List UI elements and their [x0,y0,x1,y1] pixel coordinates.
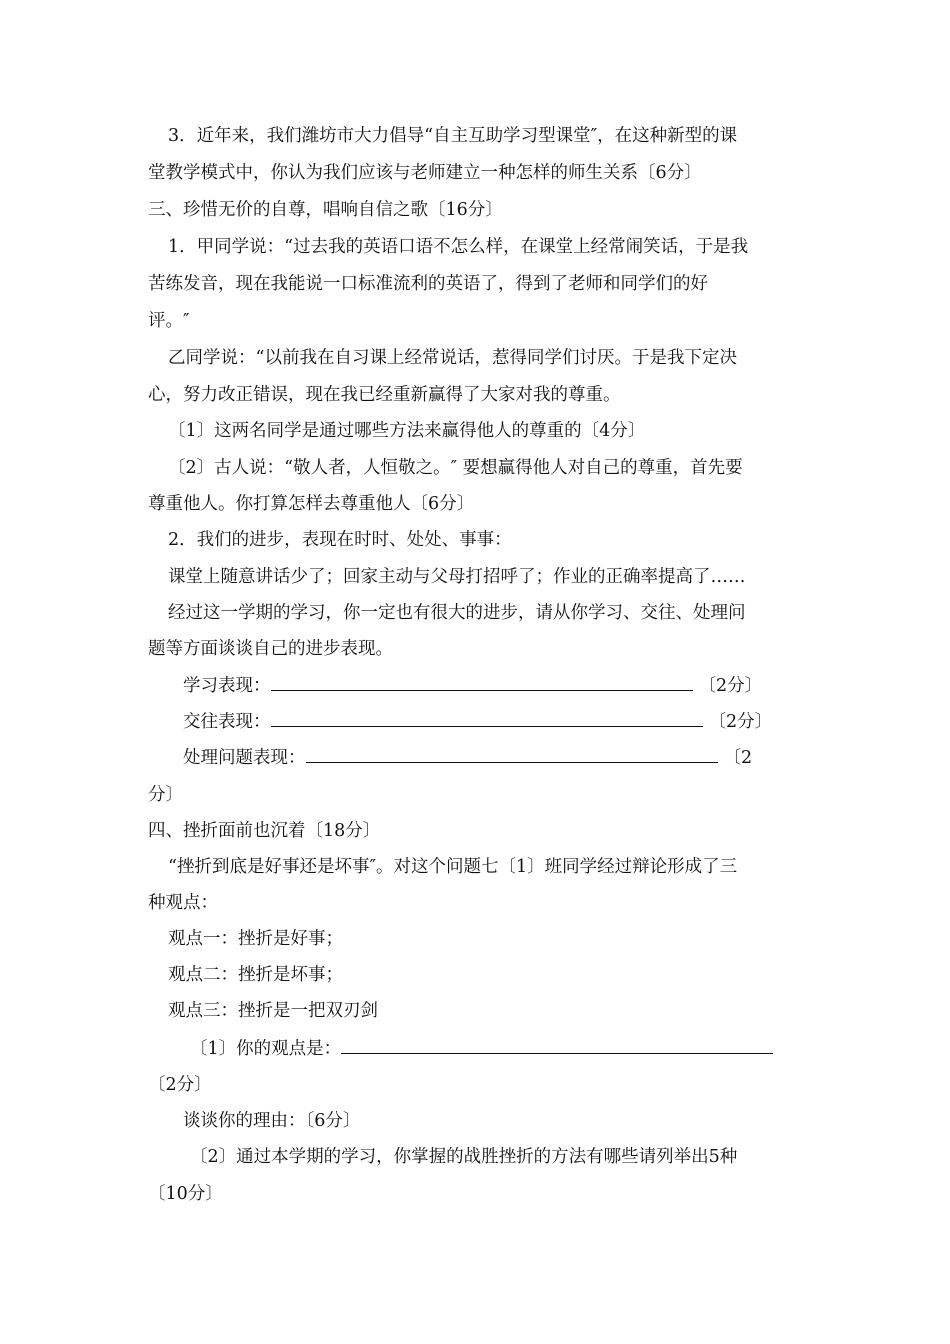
s3-q1-sub-2-line-1: 〔2〕古人说：“敬人者，人恒敬之。″ 要想赢得他人对自己的尊重，首先要 [168,458,743,478]
s3-q2-line-4: 题等方面谈谈自己的进步表现。 [148,639,393,659]
your-viewpoint-points: 〔2分〕 [148,1075,212,1095]
s4-intro-line-2: 种观点： [148,893,218,913]
study-performance-points: 〔2分〕 [698,676,763,696]
s3-q2-line-2: 课堂上随意讲话少了；回家主动与父母打招呼了；作业的正确率提高了…… [168,567,746,587]
s4-q2-line-1: 〔2〕通过本学期的学习，你掌握的战胜挫折的方法有哪些请列举出5种 [190,1147,738,1167]
viewpoint-1: 观点一：挫折是好事； [168,929,343,949]
s3-q1-line-5: 心，努力改正错误，现在我已经重新赢得了大家对我的尊重。 [148,385,621,405]
study-performance-blank[interactable] [271,674,693,691]
your-viewpoint-row [190,1037,779,1061]
s3-q1-line-1: 1．甲同学说：“过去我的英语口语不怎么样，在课堂上经常闹笑话，于是我 [168,237,749,257]
problem-performance-blank[interactable] [306,746,718,763]
problem-performance-points-cont: 分〕 [148,785,183,805]
study-performance-label: 学习表现： [183,676,271,696]
section-3-heading: 三、珍惜无价的自尊，唱响自信之歌〔16分〕 [148,200,503,220]
s3-q1-sub-2-line-2: 尊重他人。你打算怎样去尊重他人〔6分〕 [148,494,475,514]
s4-intro-line-1: “挫折到底是好事还是坏事″。对这个问题七〔1〕班同学经过辩论形成了三 [168,857,738,877]
social-performance-points: 〔2分〕 [708,712,773,732]
s3-q1-sub-1: 〔1〕这两名同学是通过哪些方法来赢得他人的尊重的〔4分〕 [168,421,646,441]
s3-q1-line-4: 乙同学说：“以前我在自习课上经常说话，惹得同学们讨厌。于是我下定决 [168,348,737,368]
viewpoint-2: 观点二：挫折是坏事； [168,965,343,985]
s4-q2-line-2: 〔10分〕 [148,1184,223,1204]
s3-q1-line-3: 评。″ [148,311,190,331]
s3-q1-line-2: 苦练发音，现在我能说一口标准流利的英语了，得到了老师和同学们的好 [148,274,708,294]
section-4-heading: 四、挫折面前也沉着〔18分〕 [148,821,381,841]
problem-performance-points: 〔2 [723,748,753,768]
social-performance-blank[interactable] [271,710,703,727]
problem-performance-label: 处理问题表现： [183,748,306,768]
social-performance-label: 交往表现： [183,712,271,732]
social-performance-row [183,710,772,734]
s3-q2-line-3: 经过这一学期的学习，你一定也有很大的进步，请从你学习、交往、处理问 [168,603,746,623]
viewpoint-3: 观点三：挫折是一把双刃剑 [168,1001,378,1021]
q3-line-1: 3．近年来，我们潍坊市大力倡导“自主互助学习型课堂″，在这种新型的课 [168,126,738,146]
s3-q2-line-1: 2．我们的进步，表现在时时、处处、事事： [168,530,512,550]
your-viewpoint-blank[interactable] [341,1037,773,1054]
problem-performance-row [183,746,752,770]
reason-prompt: 谈谈你的理由：〔6分〕 [183,1111,361,1131]
your-viewpoint-label: 〔1〕你的观点是： [190,1039,342,1059]
study-performance-row [183,674,762,698]
q3-line-2: 堂教学模式中，你认为我们应该与老师建立一种怎样的师生关系〔6分〕 [148,163,702,183]
